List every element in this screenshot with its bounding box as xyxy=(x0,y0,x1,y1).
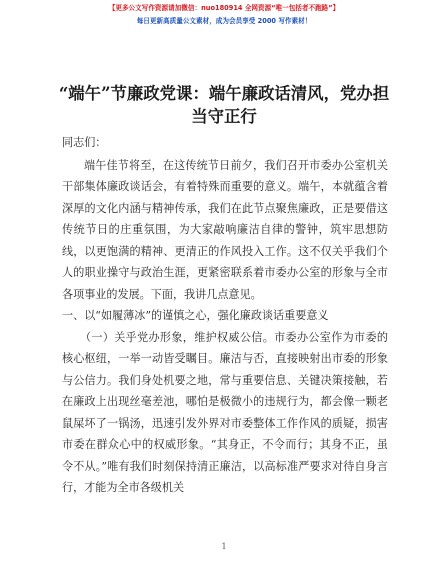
salutation: 同志们： xyxy=(62,136,107,149)
promo-banner xyxy=(0,0,448,44)
subsection-paragraph-1: （一）关乎党办形象，维护权威公信。市委办公室作为市委的核心枢纽，一举一动皆受瞩目。廉洁与否，直接映射出市委的形象与公信力。我们身处机要之地，常与重要信息、关键决策接触，若在廉政上出现丝毫差池，哪怕是极微小的违规行为，都会像一颗老鼠屎坏了一锅汤，迅速引发外界对市委整体工作作风的质疑，损害市委在群众心中的权威形象。“其身正，不令而行；其身不正，虽令不从。”唯有我们时刻保持清正廉洁，以高标准严要求对待自身言行，才能为全市各级机关 xyxy=(62,330,388,494)
promo-banner-line-2: 每日更新高质量公文素材，成为会员享受 2000 写作素材！ xyxy=(136,17,312,25)
promo-banner-line-1: 【更多公文写作资源请加微信：nuo180914 全网资源“唯一包括者不跑路”】 xyxy=(108,4,340,12)
document-body xyxy=(62,132,388,499)
document-title: “端午”节廉政党课：端午廉政话清风，党办担当守正行 xyxy=(58,84,390,126)
intro-paragraph: 端午佳节将至，在这传统节日前夕，我们召开市委办公室机关干部集体廉政谈话会，有着特殊而重要的意义。端午，本就蕴含着深厚的文化内涵与精神传承，我们在此节点聚焦廉政，正是要借这传统节日的庄重氛围，为大家敲响廉洁自律的警钟，筑牢思想防线，以更饱满的精神、更清正的作风投入工作。这不仅关乎我们个人的职业操守与政治生涯，更紧密联系着市委办公室的形象与全市各项事业的发展。下面，我讲几点意见。 xyxy=(62,158,388,301)
page-number: 1 xyxy=(221,542,227,551)
section-heading-1: 一、以“如履薄冰”的谨慎之心，强化廉政谈话重要意义 xyxy=(62,309,329,322)
